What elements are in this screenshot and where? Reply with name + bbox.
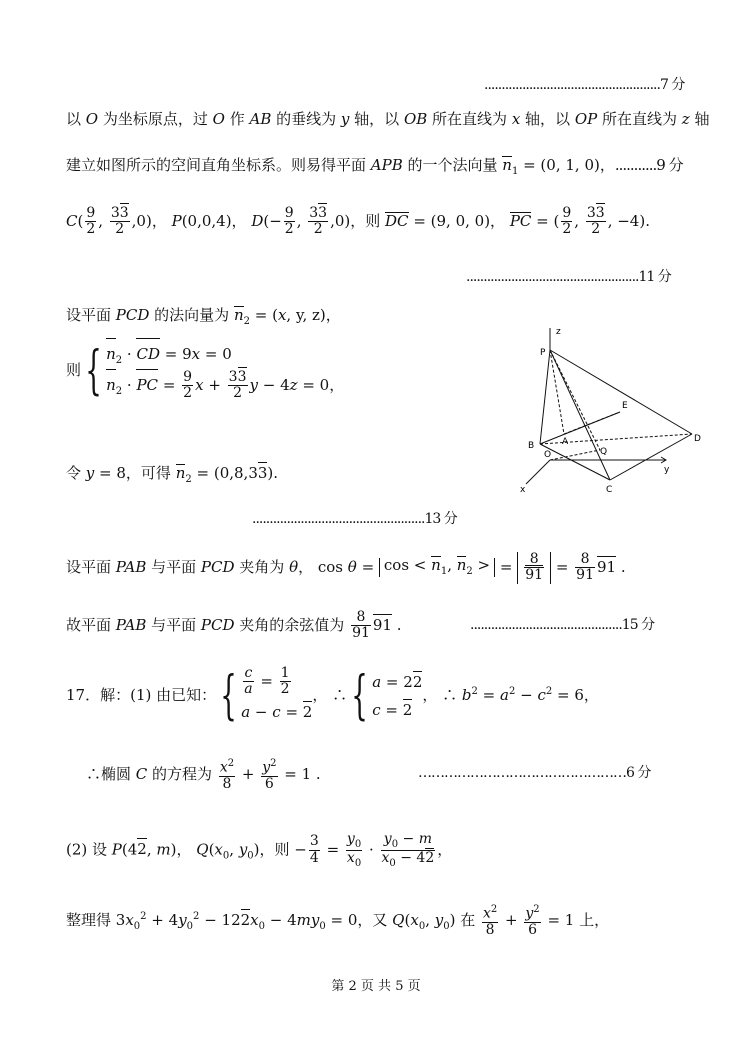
pyramid-figure [516, 322, 706, 494]
segment-OQ [550, 450, 600, 460]
score-mark-11: ..................................................11 分 [466, 269, 671, 285]
label-O: O [544, 450, 552, 460]
label-P: P [540, 348, 546, 358]
text-line-12: 整理得 $3x_0^2 + 4y_0^2 - 122x_0 - 4my_0 = 0$，又 $Q(x_0$, $y_0$) 在 $\frac{x^2}{8}$ + $\frac{y^2}{6}$ = 1 上， [66, 904, 610, 939]
label-A: A [562, 437, 569, 447]
text-line-1: 以 O 为坐标原点，过 O 作 AB 的垂线为 y 轴，以 OB 所在直线为 x 轴，以 OP 所在直线为 z 轴 [66, 110, 710, 128]
edge-CD [610, 434, 692, 480]
text-line-9: 17．解：(1) 由已知：{ $\frac{c}{a}$ = $\frac{1}{2}$ a − c = 2 ， ∴{ a = 22 c = 2 ， ∴ $b^2 = a^2 - c^2 = 6$， [66, 665, 599, 727]
label-C: C [606, 485, 613, 494]
score-mark-9: ...........9 分 [614, 156, 683, 174]
text-line-11: (2) 设 P(42, m)， $Q(x_0$, $y_0$)，则 − $\frac{3}{4}$ = $\frac{y_0}{x_0}$ · $\frac{y_0 - m}{x_0 - 42}$ ， [66, 831, 453, 869]
label-z: z [556, 327, 561, 337]
edge-PA [550, 350, 564, 434]
text-line-6: 令 y = 8，可得 $n_2 = (0,8,33)$. [66, 464, 279, 485]
score-mark-15: ............................................15 分 [470, 617, 655, 633]
edge-PB [540, 350, 550, 444]
x-axis [526, 460, 550, 484]
label-B: B [528, 441, 535, 451]
text-line-7: 设平面 PAB 与平面 PCD 夹角为 θ， $\cos \theta = \cos < n_1$, $n_2$ > = $\frac{8}{91}$ = $\frac{8}{91}$ 91 . [66, 551, 626, 584]
score-mark-7: ...................................................7 分 [484, 77, 685, 93]
label-E: E [622, 401, 628, 411]
text-line-10: ∴椭圆 C 的方程为 $\frac{x^2}{8}$ + $\frac{y^2}{6}$ = 1 . [86, 758, 321, 793]
text-line-3: C( $\frac{9}{2}$ , $\frac{33}{2}$ ,0)， P(0,0,4)， D(− $\frac{9}{2}$ , $\frac{33}{2}$ ,0)，则 DC = (9, 0, 0)， PC = ( $\frac{9}{2}$ , $\frac{33}{2}$ , −4). [66, 205, 650, 238]
score-mark-6: …………………………………………6 分 [418, 765, 651, 781]
label-D: D [694, 434, 701, 444]
text-line-5: 则{ $n_2$ · CD = 9x = 0 $n_2$ · PC = $\frac{9}{2}$ x + $\frac{33}{2}$ y − 4z = 0， [66, 340, 345, 402]
label-x: x [520, 485, 526, 494]
label-Q: Q [600, 447, 608, 457]
label-y: y [664, 465, 670, 475]
text-line-4: 设平面 PCD 的法向量为 $n_2 = (x$, y, z)， [66, 306, 341, 327]
score-mark-13: ..................................................13 分 [252, 511, 457, 527]
text-line-2: 建立如图所示的空间直角坐标系。则易得平面 APB 的一个法向量 $n_1 = (0$, 1, 0)，...........9 分 [66, 156, 683, 177]
page-footer: 第 2 页 共 5 页 [331, 979, 421, 994]
text-line-8: 故平面 PAB 与平面 PCD 夹角的余弦值为 $\frac{8}{91}$ 91 . [66, 609, 402, 642]
